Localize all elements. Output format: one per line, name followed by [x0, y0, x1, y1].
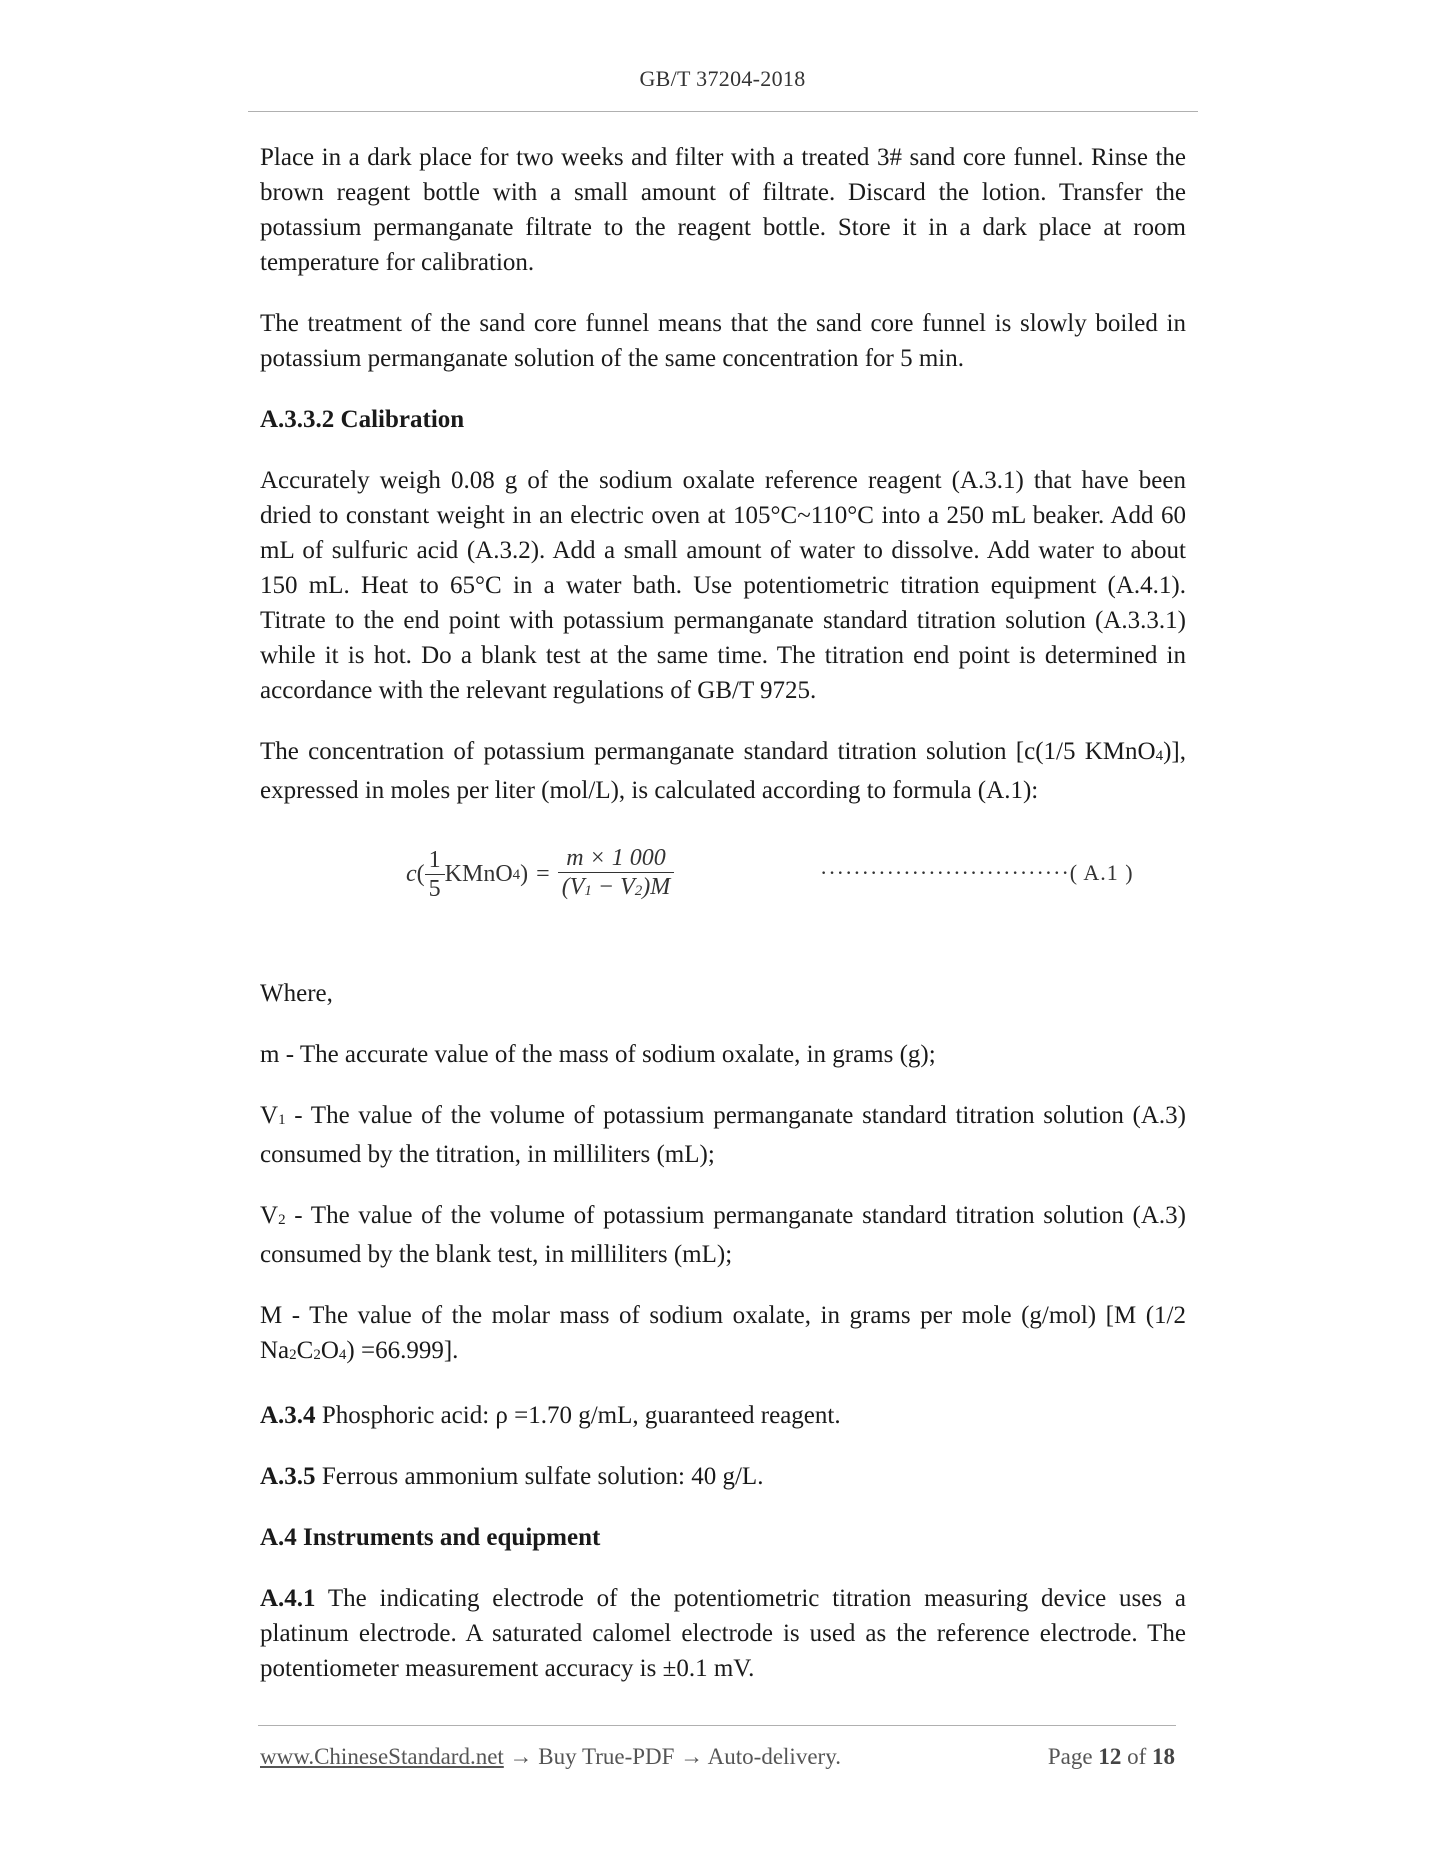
definition-v2: [260, 1198, 1186, 1272]
paragraph-where: Where,: [260, 980, 333, 1007]
clause-a334-text: Phosphoric acid: ρ =1.70 g/mL, guaranteed reagent.: [315, 1402, 841, 1429]
heading-calibration: A.3.3.2 Calibration: [260, 406, 465, 433]
formula-one: 1: [428, 846, 441, 873]
v1-label: V: [260, 1102, 279, 1129]
formula-number: ······························( A.1 ): [820, 860, 1134, 885]
of-word: of: [1121, 1744, 1152, 1769]
clause-a334-number: A.3.4: [260, 1402, 316, 1429]
clause-a41-number: A.4.1: [260, 1585, 316, 1612]
auto-delivery-text: Auto-delivery.: [707, 1744, 841, 1769]
v1-sub: 1: [278, 1112, 286, 1128]
clause-a334: [260, 1398, 1186, 1433]
M-sub3: 4: [338, 1347, 347, 1363]
paragraph-calibration-procedure: Accurately weigh 0.08 g of the sodium oxalate reference reagent (A.3.1) that have been dried to constant weight in an electric oven at 105°C~110°C into a 250 mL beaker. Add 60 mL of sulfuric acid (A.3.2). Add a small amount of water to dissolve. Add water to about 150 mL. Heat to 65°C in a water bath. Use potentiometric titration equipment (A.4.1). Titrate to the end point with potassium permanganate standard titration solution (A.3.3.1) while it is hot. Do a blank test at the same time. The titration end point is determined in accordance with the relevant regulations of GB/T 9725.: [260, 467, 1186, 704]
page-header-title: GB/T 37204-2018: [639, 66, 806, 91]
buy-pdf-text: Buy True-PDF: [538, 1744, 675, 1769]
page-word: Page: [1047, 1744, 1099, 1769]
formula-kmno: KMnO: [444, 860, 513, 887]
den-open: (V: [561, 874, 585, 900]
formula-paren-close: ): [520, 860, 529, 887]
formula-five: 5: [428, 875, 441, 902]
paragraph-concentration-intro: [260, 734, 1186, 808]
clause-a335-number: A.3.5: [260, 1463, 316, 1490]
den-close: )M: [642, 874, 671, 900]
clause-a41: [260, 1581, 1186, 1686]
M-text-b: ) =66.999].: [346, 1337, 459, 1364]
definition-v1: [260, 1098, 1186, 1172]
footer-links: [260, 1744, 841, 1770]
page-number: [1048, 1744, 1175, 1770]
den-sub2: 2: [634, 883, 643, 899]
definition-m: m - The accurate value of the mass of sodium oxalate, in grams (g);: [260, 1041, 936, 1068]
website-link[interactable]: www.ChineseStandard.net: [260, 1744, 504, 1769]
paragraph-funnel-treatment: The treatment of the sand core funnel means that the sand core funnel is slowly boiled in potassium permanganate solution of the same concentration for 5 min.: [260, 310, 1186, 372]
den-sub1: 1: [584, 883, 592, 899]
clause-a335-text: Ferrous ammonium sulfate solution: 40 g/L.: [315, 1463, 764, 1490]
definition-M: [260, 1298, 1186, 1372]
M-sub2: 2: [313, 1347, 321, 1363]
formula-kmno-sub: 4: [512, 866, 521, 883]
formula-expression: [406, 844, 674, 904]
footer-divider: [258, 1725, 1176, 1726]
clause-a335: [260, 1459, 1186, 1494]
clause-a41-text: The indicating electrode of the potentiometric titration measuring device uses a platinum electrode. A saturated calomel electrode is used as the reference electrode. The potentiometer measurement accuracy is ±0.1 mV.: [260, 1585, 1186, 1682]
paragraph-storage: Place in a dark place for two weeks and filter with a treated 3# sand core funnel. Rinse the brown reagent bottle with a small amount of filtrate. Discard the lotion. Transfer the potassium permanganate filtrate to the reagent bottle. Store it in a dark place at room temperature for calibration.: [260, 144, 1186, 276]
heading-instruments: A.4 Instruments and equipment: [260, 1524, 601, 1551]
formula-one-fifth: [425, 846, 445, 903]
M-text-a: M - The value of the molar mass of sodium oxalate, in grams per mole (g/mol) [M (1/2 Na: [260, 1302, 1186, 1364]
v1-text: - The value of the volume of potassium permanganate standard titration solution (A.3) consumed by the titration, in milliliters (mL);: [260, 1102, 1186, 1168]
total-pages: 18: [1152, 1744, 1175, 1769]
arrow-icon: →: [503, 1744, 539, 1769]
formula-paren-open: (: [416, 860, 425, 887]
formula-c: c: [406, 860, 417, 887]
concentration-text-a: The concentration of potassium permanganate standard titration solution [c(1/5 KMnO: [260, 738, 1156, 765]
M-o: O: [320, 1337, 339, 1364]
document-body: [260, 140, 1186, 1712]
v2-sub: 2: [278, 1212, 286, 1228]
v2-text: - The value of the volume of potassium permanganate standard titration solution (A.3) consumed by the blank test, in milliliters (mL);: [260, 1202, 1186, 1268]
v2-label: V: [260, 1202, 279, 1229]
formula-denominator: [558, 873, 675, 904]
concentration-text-b: )], expressed in moles per liter (mol/L), is calculated according to formula (A.1):: [260, 738, 1186, 804]
formula-main-fraction: [558, 844, 675, 904]
den-minus: − V: [591, 874, 635, 900]
formula-equals: =: [536, 860, 550, 887]
header-divider: [248, 111, 1198, 112]
concentration-subscript: 4: [1155, 748, 1164, 764]
formula-a1: [260, 834, 1186, 954]
formula-numerator: m × 1 000: [566, 845, 666, 871]
M-c: C: [296, 1337, 314, 1364]
current-page: 12: [1098, 1744, 1122, 1769]
M-sub1: 2: [289, 1347, 297, 1363]
arrow-icon: →: [674, 1744, 708, 1769]
